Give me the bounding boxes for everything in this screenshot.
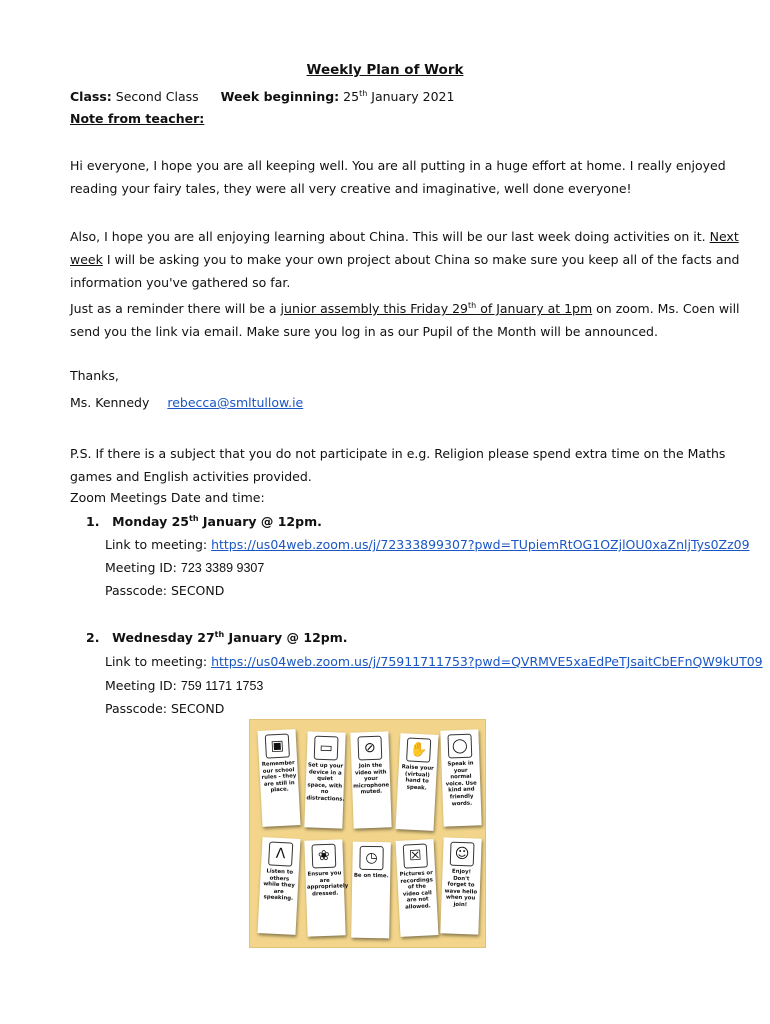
paragraph-china-text-b: I will be asking you to make your own project about China so make sure you keep all of the facts and information you've gathered so far. <box>70 252 740 290</box>
meeting-1-id: 723 3389 9307 <box>180 561 265 575</box>
week-day: 25 <box>343 89 360 105</box>
meeting-2-link-label: Link to meeting: <box>105 654 208 669</box>
week-sup: th <box>359 89 368 98</box>
meeting-1-sup: th <box>189 514 199 523</box>
signature-line <box>70 395 303 410</box>
rule-card-text: Raise your (virtual) hand to speak. <box>401 764 434 792</box>
assembly-sup: th <box>467 301 477 310</box>
week-label: Week beginning: <box>220 89 340 105</box>
class-line <box>70 89 454 104</box>
meeting-1-time: January @ 12pm. <box>202 514 322 530</box>
meeting-2-link-line <box>105 654 763 669</box>
meeting-2-passcode: Passcode: SECOND <box>105 701 225 716</box>
meeting-1-link[interactable]: https://us04web.zoom.us/j/72333899307?pwd=TUpiemRtOG1OZjlOU0xaZnljTys0Zz09 <box>211 537 750 552</box>
meeting-1-id-line <box>105 560 264 575</box>
meeting-1-id-label: Meeting ID: <box>105 560 177 575</box>
rule-card <box>350 731 391 828</box>
ps-note: P.S. If there is a subject that you do not participate in e.g. Religion please spend extra time on the Maths games and English activities provided. <box>70 446 726 484</box>
meeting-2-link[interactable]: https://us04web.zoom.us/j/75911711753?pwd=QVRMVE5xaEdPeTJsaitCbEFnQW9kUT09 <box>211 654 763 669</box>
class-value: Second Class <box>115 89 199 105</box>
clock-icon: ◷ <box>359 846 383 870</box>
paragraph-china <box>70 225 750 294</box>
speech-bubble-icon: ◯ <box>447 734 472 759</box>
paragraph-assembly-text-b: on zoom. Ms. Coen will send you the link via email. Make sure you log in as our Pupil of the Month will be announced. <box>70 301 740 340</box>
assembly-date: junior assembly this Friday 29 <box>280 301 468 317</box>
assembly-time: of January at 1pm <box>480 301 593 317</box>
meeting-1-link-line <box>105 537 750 552</box>
meeting-2-id: 759 1171 1753 <box>180 679 264 693</box>
zoom-rules-image <box>249 719 486 948</box>
smiley-icon: ☺ <box>450 842 475 867</box>
rule-card <box>396 839 439 937</box>
rule-card <box>304 839 349 936</box>
ear-icon: Ʌ <box>268 841 293 866</box>
rule-card-text: Pictures or recordings of the video call are not allowed. <box>399 870 433 911</box>
rule-card <box>351 842 391 939</box>
meeting-2-id-label: Meeting ID: <box>105 678 177 693</box>
no-camera-icon: ☒ <box>403 843 428 868</box>
meeting-2-id-line <box>105 678 263 693</box>
paragraph-assembly <box>70 294 750 343</box>
thanks-text: Thanks, <box>70 368 119 383</box>
assembly-emphasis <box>281 301 593 316</box>
rule-card <box>440 837 481 934</box>
rule-card-text: Join the video with your microphone muted. <box>353 762 390 796</box>
next-week-emphasis: Next week <box>70 229 739 267</box>
teacher-name: Ms. Kennedy <box>70 395 150 410</box>
zoom-heading: Zoom Meetings Date and time: <box>70 490 265 505</box>
classroom-rules-icon: ▣ <box>265 733 290 758</box>
page-title: Weekly Plan of Work <box>306 62 464 78</box>
rule-card-text: Remember our school rules - they are still in place. <box>261 760 297 794</box>
rule-card <box>258 837 301 935</box>
meeting-1-title <box>86 514 322 529</box>
paragraph-greeting: Hi everyone, I hope you are all keeping well. You are all putting in a huge effort at home. I really enjoyed reading your fairy tales, they were all very creative and imaginative, well done everyone! <box>70 158 726 196</box>
rule-card-text: Set up your device in a quiet space, with no distractions. <box>306 762 345 803</box>
paragraph-china-text-a: Also, I hope you are all enjoying learning about China. This will be our last week doing activities on it. <box>70 229 706 244</box>
raised-hands-icon: ✋ <box>406 737 431 762</box>
meeting-2-day: Wednesday 27 <box>112 630 215 646</box>
meeting-1-passcode: Passcode: SECOND <box>105 583 225 598</box>
rule-card-text: Ensure you are appropriately dressed. <box>306 870 349 898</box>
rule-card-text: Speak in your normal voice. Use kind and friendly words. <box>445 760 477 807</box>
meeting-1-day: Monday 25 <box>112 514 189 530</box>
meeting-2-title <box>86 630 348 645</box>
clothes-icon: ❀ <box>311 844 336 869</box>
rule-card-text: Listen to others while they are speaking. <box>263 868 295 903</box>
week-rest: January 2021 <box>371 89 455 105</box>
rule-card-text: Be on time. <box>353 872 389 880</box>
class-label: Class: <box>70 89 112 105</box>
rule-card-text: Enjoy! Don't forget to wave hello when you join! <box>444 868 478 909</box>
meeting-1-number: 1. <box>86 514 100 530</box>
paragraph-assembly-text-a: Just as a reminder there will be a <box>70 301 277 317</box>
note-heading: Note from teacher: <box>70 111 205 126</box>
muted-microphone-icon: ⊘ <box>357 736 382 761</box>
meeting-2-number: 2. <box>86 630 100 646</box>
rule-card <box>440 729 481 826</box>
rule-card <box>396 733 439 831</box>
meeting-2-time: January @ 12pm. <box>228 630 348 646</box>
rule-card <box>304 731 345 828</box>
teacher-email-link[interactable]: rebecca@smltullow.ie <box>167 395 304 410</box>
meeting-2-sup: th <box>214 630 225 639</box>
laptop-icon: ▭ <box>314 736 339 761</box>
rule-card <box>258 729 301 827</box>
meeting-1-link-label: Link to meeting: <box>105 537 208 552</box>
